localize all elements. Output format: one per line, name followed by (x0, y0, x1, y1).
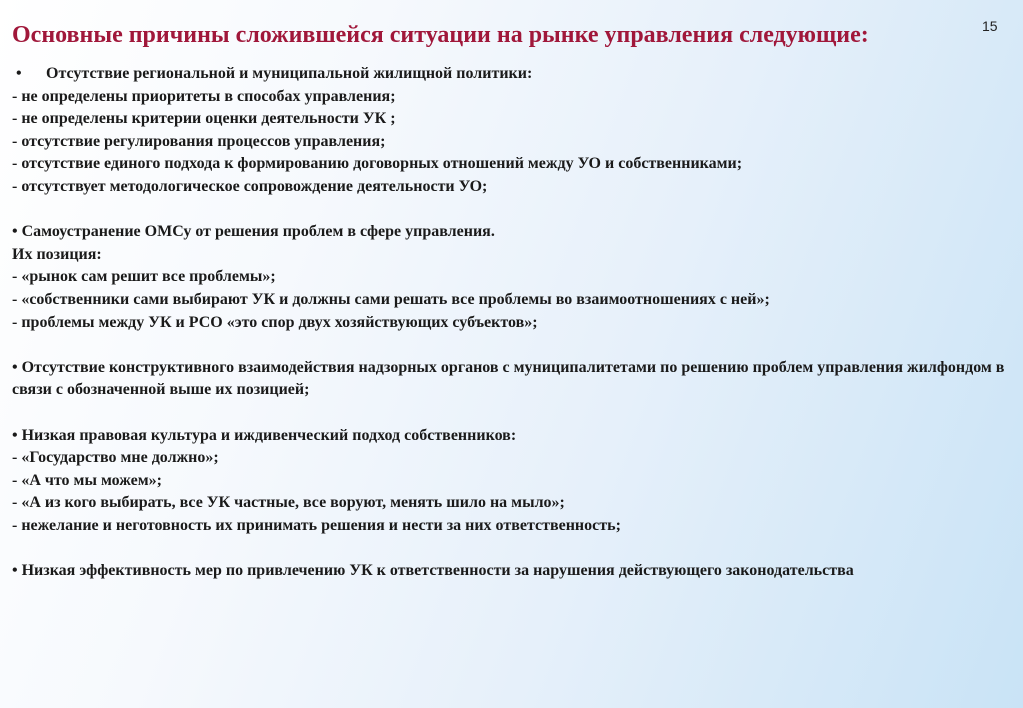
page-number: 15 (982, 18, 998, 34)
section-2-subheading: Их позиция: (12, 245, 102, 263)
section-4-heading: • Низкая правовая культура и иждивенческий подход собственников: (12, 426, 517, 444)
spacer (12, 537, 1016, 560)
section-1-heading (12, 63, 1016, 86)
list-item: - отсутствие единого подхода к формированию договорных отношений между УО и собственниками; (12, 155, 743, 173)
list-item: - «А что мы можем»; (12, 471, 162, 489)
list-item: - не определены критерии оценки деятельности УК ; (12, 110, 396, 128)
section-2-heading: • Самоустранение ОМСу от решения проблем в сфере управления. (12, 223, 495, 241)
list-item: - отсутствие регулирования процессов управления; (12, 132, 386, 150)
section-5-heading: • Низкая эффективность мер по привлечению УК к ответственности за нарушения действующего законодательства (12, 562, 854, 580)
list-item: - не определены приоритеты в способах управления; (12, 87, 396, 105)
list-item: - «рынок сам решит все проблемы»; (12, 268, 276, 286)
list-item: - отсутствует методологическое сопровождение деятельности УО; (12, 177, 488, 195)
slide-content (12, 63, 1016, 583)
spacer (12, 334, 1016, 357)
slide-title: Основные причины сложившейся ситуации на рынке управления следующие: (12, 22, 869, 48)
section-1-heading-text: Отсутствие региональной и муниципальной жилищной политики: (46, 65, 533, 82)
list-item: - «собственники сами выбирают УК и должны сами решать все проблемы во взаимоотношениях с ней»; (12, 290, 770, 308)
list-item: - «А из кого выбирать, все УК частные, все воруют, менять шило на мыло»; (12, 494, 565, 512)
bullet-icon: • (16, 65, 22, 82)
list-item: - «Государство мне должно»; (12, 449, 219, 467)
spacer (12, 199, 1016, 222)
section-3-heading: • Отсутствие конструктивного взаимодействия надзорных органов с муниципалитетами по решению проблем управления жилфондом в связи с обозначенной выше их позицией; (12, 358, 1005, 399)
list-item: - проблемы между УК и РСО «это спор двух хозяйствующих субъектов»; (12, 313, 538, 331)
list-item: - нежелание и неготовность их принимать решения и нести за них ответственность; (12, 516, 621, 534)
spacer (12, 402, 1016, 425)
